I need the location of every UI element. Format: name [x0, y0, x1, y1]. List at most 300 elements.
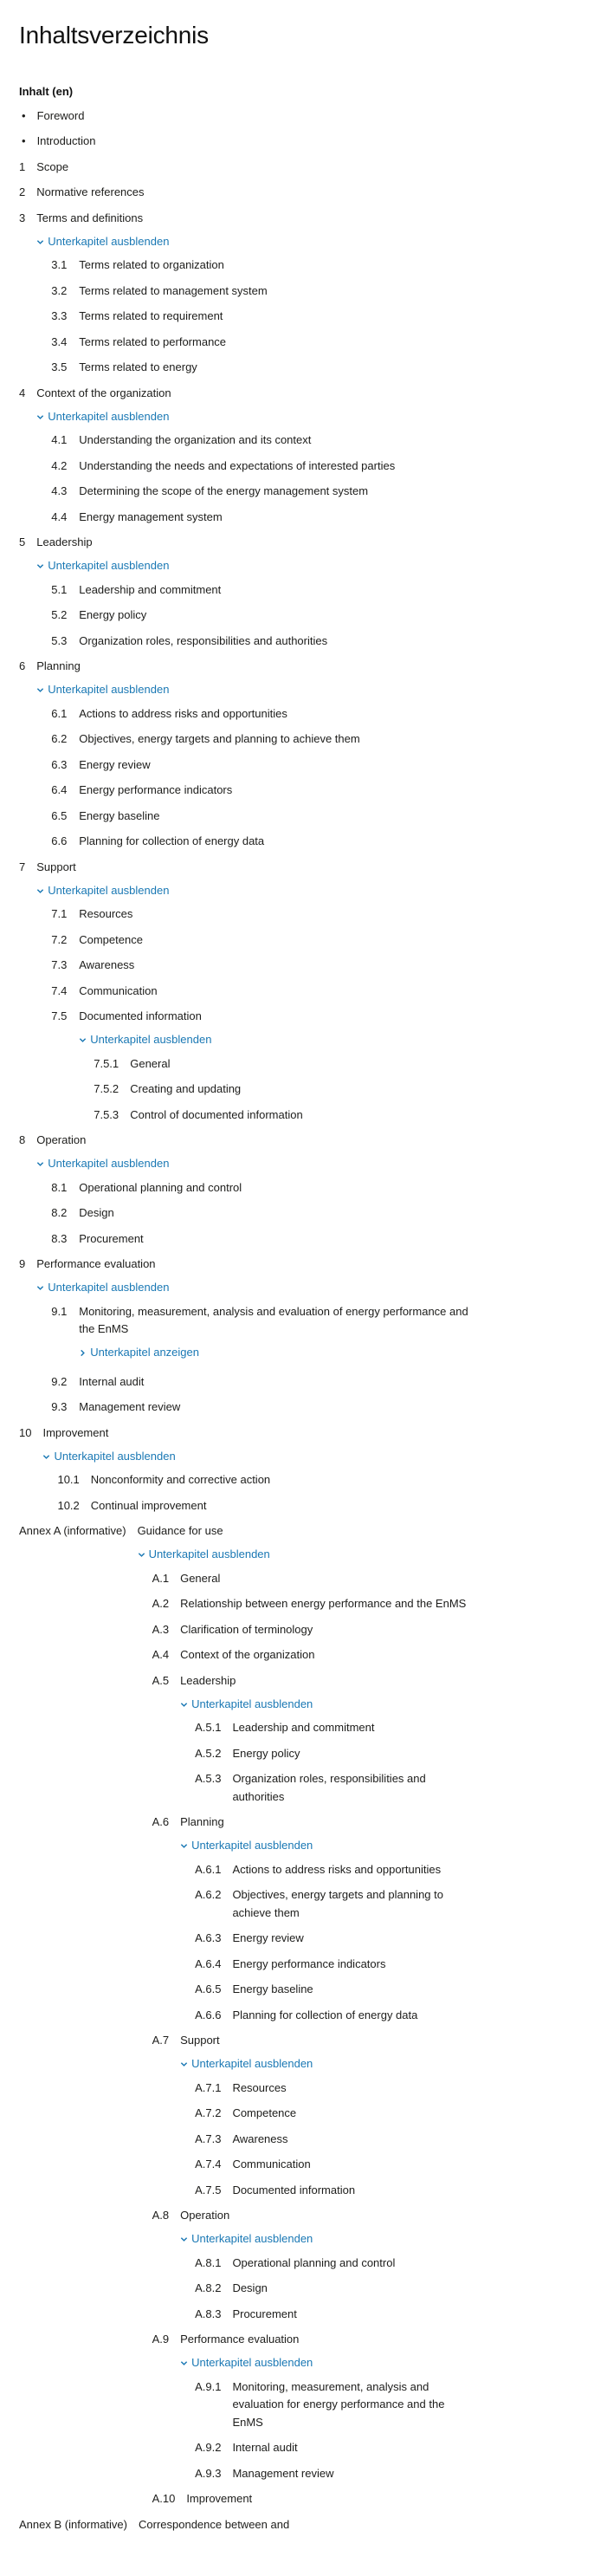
toc-entry-number: A.2 — [152, 1597, 170, 1610]
toggle-label: Unterkapitel ausblenden — [54, 1449, 176, 1463]
toc-heading: Inhalt (en) — [19, 85, 74, 98]
toc-entry-link[interactable] — [19, 2512, 478, 2538]
toc-entry-link[interactable] — [19, 205, 478, 231]
toc-entry-number: 4.2 — [51, 458, 68, 472]
toggle-label: Unterkapitel ausblenden — [191, 1697, 313, 1710]
toc-entry-title: Internal audit — [232, 2441, 298, 2454]
toc-item — [51, 1226, 478, 1252]
toc-item — [51, 927, 478, 953]
subchapter-list — [138, 1544, 478, 2512]
toggle-label: Unterkapitel ausblenden — [48, 1281, 170, 1294]
toggle-label: Unterkapitel ausblenden — [48, 409, 170, 423]
toc-entry-number: 5 — [19, 535, 26, 548]
toc-entry-link[interactable] — [51, 1004, 478, 1030]
toc-entry-link[interactable] — [19, 854, 478, 880]
toc-item — [195, 2126, 478, 2152]
show-subchapters-toggle[interactable] — [79, 1342, 478, 1364]
hide-subchapters-toggle[interactable] — [36, 555, 478, 577]
toc-entry-title: Objectives, energy targets and planning to achieve them — [79, 732, 360, 745]
toc-entry-title: Energy baseline — [232, 1982, 313, 1995]
toc-entry-number: 9.2 — [51, 1374, 68, 1388]
toc-item — [195, 2436, 478, 2462]
toc-item — [195, 2075, 478, 2101]
toc-entry-number: 1 — [19, 159, 26, 173]
toc-entry-link[interactable] — [94, 1051, 478, 1077]
toc-entry-title: Operation — [180, 2209, 230, 2222]
toc-entry-title: Terms and definitions — [36, 211, 144, 224]
toc-entry-title: General — [130, 1056, 171, 1070]
toc-item — [195, 2101, 478, 2127]
hide-subchapters-toggle[interactable] — [36, 231, 478, 253]
toc-entry-number: A.3 — [152, 1622, 170, 1636]
toc-entry-link[interactable] — [19, 1420, 478, 1446]
toc-entry-number: A.6.5 — [195, 1982, 222, 1995]
toc-entry-title: Internal audit — [79, 1374, 145, 1388]
toc-entry-link[interactable] — [19, 180, 478, 206]
toc-item — [51, 803, 478, 829]
toc-entry-number: 3 — [19, 211, 26, 224]
page-title: Inhaltsverzeichnis — [19, 22, 209, 49]
toc-item — [195, 1857, 478, 1883]
toc-entry-number: 9 — [19, 1257, 26, 1270]
toc-entry-link[interactable] — [51, 701, 478, 727]
toggle-label: Unterkapitel ausblenden — [90, 1033, 212, 1047]
toc-entry-link[interactable] — [51, 829, 478, 855]
toc-item — [195, 1977, 478, 2003]
toc-item — [195, 2177, 478, 2203]
subchapter-list — [180, 2352, 478, 2487]
toc-item — [51, 628, 478, 654]
toc-entry-link[interactable] — [51, 504, 478, 530]
toc-entry-link[interactable] — [152, 1810, 478, 1836]
toc-entry-number: 10.1 — [57, 1473, 80, 1486]
toc-item — [51, 304, 478, 330]
toc-entry-link[interactable] — [195, 1767, 478, 1810]
toc-entry-link[interactable] — [51, 453, 478, 479]
toc-entry-number: 7.5.2 — [94, 1082, 119, 1095]
toc-item — [51, 1299, 478, 1364]
toc-entry-number: A.9.2 — [195, 2441, 222, 2454]
toggle-label: Unterkapitel ausblenden — [191, 2356, 313, 2370]
toc-item — [195, 2250, 478, 2276]
toc-entry-title: Resources — [232, 2080, 287, 2094]
toc-entry-title: Communication — [232, 2157, 311, 2170]
toc-entry-title: Energy review — [232, 1931, 304, 1944]
toc-entry-link[interactable] — [152, 1643, 478, 1669]
chevron-down-icon — [180, 2060, 188, 2068]
toc-item — [51, 577, 478, 603]
toc-entry-link[interactable] — [195, 1883, 478, 1926]
toc-entry-title: Competence — [79, 932, 143, 946]
toc-entry-number: 2 — [19, 185, 26, 198]
toc-entry-link[interactable] — [195, 1716, 478, 1742]
subchapter-list — [36, 880, 478, 1128]
toc-entry-link[interactable] — [51, 1175, 478, 1201]
toc-entry-number: A.10 — [152, 2492, 176, 2505]
toc-entry-title: Correspondence between and — [139, 2517, 290, 2531]
chevron-down-icon — [138, 1551, 145, 1559]
subchapter-list — [180, 2054, 478, 2203]
hide-subchapters-toggle[interactable] — [42, 1446, 478, 1468]
toc-entry-link[interactable] — [57, 1468, 478, 1494]
toc-item — [57, 1468, 478, 1494]
subchapter-list — [79, 1342, 478, 1364]
subchapter-list — [36, 406, 478, 530]
toc-entry-title: Design — [79, 1206, 114, 1219]
toc-entry-number: 7.5.1 — [94, 1056, 119, 1070]
toc-entry-link[interactable] — [51, 278, 478, 304]
hide-subchapters-toggle[interactable] — [36, 406, 478, 428]
toc-entry-link[interactable] — [195, 2002, 478, 2028]
subchapter-list — [180, 2229, 478, 2327]
toc-item — [19, 129, 478, 155]
toc-entry-link[interactable] — [195, 2436, 478, 2462]
toc-entry-link[interactable] — [152, 1592, 478, 1618]
chevron-right-icon — [79, 1349, 87, 1357]
toc-entry-title: Terms related to organization — [79, 258, 224, 271]
toc-item — [51, 329, 478, 355]
subchapter-list — [79, 1029, 478, 1128]
toc-entry-link[interactable] — [19, 103, 478, 129]
toc-entry-number: 5.3 — [51, 633, 68, 647]
toc-entry-link[interactable] — [51, 577, 478, 603]
toc-entry-link[interactable] — [152, 1668, 478, 1694]
toc-item — [19, 2512, 478, 2538]
toc-entry-link[interactable] — [94, 1102, 478, 1128]
subchapter-list — [180, 1835, 478, 2028]
toc-entry-link[interactable] — [195, 1977, 478, 2003]
toc-entry-link[interactable] — [152, 2028, 478, 2054]
toc-entry-number: 6.4 — [51, 783, 68, 796]
toc-item — [152, 2327, 478, 2487]
toc-entry-link[interactable] — [51, 752, 478, 778]
hide-subchapters-toggle[interactable] — [180, 1835, 478, 1857]
toc-entry-link[interactable] — [51, 978, 478, 1004]
toc-entry-number: 3.2 — [51, 283, 68, 297]
toc-entry-number: 10 — [19, 1425, 32, 1439]
toc-entry-number: A.7.2 — [195, 2106, 222, 2119]
toc-entry-title: Performance evaluation — [180, 2333, 300, 2346]
toc-entry-link[interactable] — [152, 2327, 478, 2353]
toc-entry-number: A.7.4 — [195, 2157, 222, 2170]
subchapter-list — [180, 1694, 478, 1810]
toc-entry-title: Terms related to management system — [79, 283, 268, 297]
toc-entry-number: A.5.1 — [195, 1721, 222, 1734]
toc-entry-title: Nonconformity and corrective action — [90, 1473, 271, 1486]
toc-entry-link[interactable] — [94, 1077, 478, 1103]
hide-subchapters-toggle[interactable] — [180, 2229, 478, 2250]
toc-entry-link[interactable] — [19, 530, 478, 556]
toc-entry-number: 3.3 — [51, 309, 68, 322]
hide-subchapters-toggle[interactable] — [138, 1544, 478, 1566]
toggle-label: Unterkapitel ausblenden — [48, 559, 170, 573]
toc-entry-title: Objectives, energy targets and planning to achieve them — [232, 1888, 443, 1919]
toc-entry-title: Terms related to energy — [79, 360, 197, 373]
toc-item — [51, 603, 478, 629]
subchapter-list — [36, 231, 478, 381]
toc-item — [51, 355, 478, 381]
toc-item — [195, 2301, 478, 2327]
toc-entry-link[interactable] — [51, 1369, 478, 1395]
subchapter-list — [36, 555, 478, 654]
toggle-label: Unterkapitel ausblenden — [48, 883, 170, 897]
toc-entry-title: Determining the scope of the energy management system — [79, 484, 369, 497]
toc-item — [152, 1566, 478, 1592]
toc-entry-number: 7.2 — [51, 932, 68, 946]
toc-entry-title: Awareness — [232, 2132, 288, 2145]
toc-entry-title: Resources — [79, 907, 133, 920]
chevron-down-icon — [180, 2235, 188, 2243]
toc-item — [152, 1810, 478, 2028]
hide-subchapters-toggle[interactable] — [36, 679, 478, 701]
toc-item — [195, 1926, 478, 1952]
toc-entry-number: A.6 — [152, 1815, 170, 1828]
chevron-down-icon — [36, 562, 44, 570]
toc-entry-link[interactable] — [51, 1299, 478, 1342]
toc-entry-number: 3.5 — [51, 360, 68, 373]
table-of-contents — [19, 103, 478, 2538]
toc-item — [19, 654, 478, 855]
toc-entry-number: 5.2 — [51, 608, 68, 621]
toc-item — [19, 1519, 478, 2513]
toc-entry-title: Leadership — [180, 1673, 236, 1687]
toc-entry-number: A.6.1 — [195, 1862, 222, 1876]
subchapter-list — [42, 1446, 478, 1519]
toc-entry-link[interactable] — [195, 2461, 478, 2487]
toc-entry-title: Management review — [232, 2466, 334, 2480]
toc-entry-title: Documented information — [232, 2183, 356, 2196]
hide-subchapters-toggle[interactable] — [36, 1277, 478, 1299]
toc-entry-link[interactable] — [195, 2177, 478, 2203]
toc-entry-number: 10.2 — [57, 1498, 80, 1512]
toc-entry-number: Annex B (informative) — [19, 2517, 127, 2531]
toc-item — [152, 1643, 478, 1669]
toc-entry-number: 4.3 — [51, 484, 68, 497]
toc-entry-number: A.9 — [152, 2333, 170, 2346]
toc-entry-number: 7.1 — [51, 907, 68, 920]
chevron-down-icon — [36, 238, 44, 246]
toc-entry-title: Terms related to performance — [79, 334, 227, 348]
toc-entry-number: A.5 — [152, 1673, 170, 1687]
toc-entry-link[interactable] — [51, 603, 478, 629]
toc-entry-number: 6.6 — [51, 834, 68, 847]
toc-item — [51, 1201, 478, 1227]
toc-entry-link[interactable] — [195, 1926, 478, 1952]
toc-item — [152, 2203, 478, 2327]
toc-entry-link[interactable] — [152, 2203, 478, 2229]
toc-entry-link[interactable] — [51, 927, 478, 953]
toc-entry-number: A.5.3 — [195, 1772, 222, 1785]
toc-entry-link[interactable] — [195, 2374, 478, 2436]
toc-entry-link[interactable] — [51, 902, 478, 928]
toc-entry-title: Planning for collection of energy data — [79, 834, 265, 847]
toggle-label: Unterkapitel ausblenden — [48, 234, 170, 248]
toc-entry-link[interactable] — [51, 428, 478, 454]
toc-entry-title: Introduction — [36, 134, 96, 147]
toc-entry-title: Energy performance indicators — [79, 783, 233, 796]
toc-item — [195, 1716, 478, 1742]
chevron-down-icon — [42, 1453, 50, 1461]
toc-entry-title: Foreword — [36, 108, 85, 122]
toc-item — [195, 1951, 478, 1977]
chevron-down-icon — [36, 1284, 44, 1292]
toc-entry-title: Clarification of terminology — [180, 1622, 313, 1636]
toc-entry-link[interactable] — [195, 2276, 478, 2302]
toc-entry-number: 8.1 — [51, 1180, 68, 1194]
toc-entry-title: Understanding the needs and expectations of interested parties — [79, 458, 396, 472]
toc-entry-link[interactable] — [19, 380, 478, 406]
toc-entry-link[interactable] — [152, 2487, 478, 2513]
toc-entry-title: Organization roles, responsibilities and authorities — [79, 633, 328, 647]
toc-entry-link[interactable] — [19, 154, 478, 180]
toc-entry-link[interactable] — [152, 1566, 478, 1592]
toc-entry-link[interactable] — [51, 355, 478, 381]
hide-subchapters-toggle[interactable] — [36, 1153, 478, 1175]
toc-entry-title: Actions to address risks and opportunities — [232, 1862, 442, 1876]
toc-entry-number: A.8.1 — [195, 2255, 222, 2269]
hide-subchapters-toggle[interactable] — [36, 880, 478, 902]
toc-entry-title: Control of documented information — [130, 1107, 303, 1121]
toc-entry-link[interactable] — [19, 1519, 478, 1545]
toc-entry-link[interactable] — [195, 2301, 478, 2327]
toc-entry-link[interactable] — [51, 803, 478, 829]
chevron-down-icon — [180, 2359, 188, 2367]
toc-entry-number: 9.1 — [51, 1304, 68, 1318]
toc-entry-link[interactable] — [195, 1857, 478, 1883]
toc-entry-title: General — [180, 1571, 221, 1585]
toc-entry-title: Leadership — [36, 535, 93, 548]
toc-item — [195, 2152, 478, 2178]
toc-entry-link[interactable] — [19, 1252, 478, 1278]
toc-entry-link[interactable] — [195, 2126, 478, 2152]
toc-entry-title: Operational planning and control — [79, 1180, 242, 1194]
toc-entry-title: Planning — [180, 1815, 224, 1828]
toc-item — [19, 854, 478, 1128]
toc-entry-number: 4.4 — [51, 509, 68, 523]
toc-entry-number: 8 — [19, 1133, 26, 1146]
toc-entry-link[interactable] — [19, 1128, 478, 1154]
chevron-down-icon — [180, 1701, 188, 1709]
toc-entry-number: A.6.6 — [195, 2008, 222, 2021]
toc-entry-number: 7.3 — [51, 958, 68, 971]
toc-item — [152, 2028, 478, 2203]
toc-entry-link[interactable] — [51, 1226, 478, 1252]
toc-entry-link[interactable] — [195, 2101, 478, 2127]
hide-subchapters-toggle[interactable] — [180, 2352, 478, 2374]
toc-entry-title: Support — [180, 2034, 220, 2047]
subchapter-list — [36, 1153, 478, 1252]
toc-entry-link[interactable] — [51, 253, 478, 279]
toc-entry-link[interactable] — [152, 1617, 478, 1643]
toc-item — [51, 778, 478, 804]
toc-entry-link[interactable] — [51, 953, 478, 979]
toc-item — [152, 2487, 478, 2513]
toc-entry-title: Monitoring, measurement, analysis and evaluation of energy performance and the EnMS — [79, 1304, 468, 1335]
toc-item — [195, 2374, 478, 2436]
toc-item — [19, 380, 478, 530]
toc-entry-title: Planning for collection of energy data — [232, 2008, 418, 2021]
toc-item — [19, 1128, 478, 1252]
toc-entry-link[interactable] — [195, 2075, 478, 2101]
toc-entry-number: 6.2 — [51, 732, 68, 745]
chevron-down-icon — [79, 1036, 87, 1044]
hide-subchapters-toggle[interactable] — [79, 1029, 478, 1051]
toc-entry-number: A.8 — [152, 2209, 170, 2222]
toc-item — [195, 1767, 478, 1810]
toc-entry-link[interactable] — [51, 628, 478, 654]
bullet-icon — [19, 133, 37, 151]
toc-entry-title: Planning — [36, 659, 81, 672]
toc-entry-link[interactable] — [19, 129, 478, 155]
toc-entry-link[interactable] — [51, 778, 478, 804]
toc-entry-link[interactable] — [51, 1201, 478, 1227]
toggle-label: Unterkapitel ausblenden — [148, 1548, 270, 1561]
toc-entry-link[interactable] — [51, 329, 478, 355]
toc-item — [94, 1077, 478, 1103]
toc-entry-title: Context of the organization — [180, 1648, 315, 1661]
toc-entry-title: Management review — [79, 1400, 181, 1413]
toc-entry-link[interactable] — [51, 479, 478, 505]
toc-item — [94, 1102, 478, 1128]
toc-entry-number: A.7 — [152, 2034, 170, 2047]
toc-item — [152, 1617, 478, 1643]
toc-entry-number: A.6.2 — [195, 1888, 222, 1901]
toc-item — [51, 727, 478, 753]
toc-entry-link[interactable] — [195, 2152, 478, 2178]
toc-entry-title: Leadership and commitment — [232, 1721, 375, 1734]
toc-entry-title: Documented information — [79, 1009, 202, 1022]
toc-item — [51, 428, 478, 454]
chevron-down-icon — [36, 887, 44, 895]
toc-entry-number: Annex A (informative) — [19, 1524, 126, 1537]
toc-entry-number: 7.5 — [51, 1009, 68, 1022]
chevron-down-icon — [36, 686, 44, 694]
toc-item — [51, 752, 478, 778]
toc-entry-link[interactable] — [51, 727, 478, 753]
toc-entry-number: A.6.4 — [195, 1956, 222, 1970]
toc-entry-link[interactable] — [51, 304, 478, 330]
toc-entry-link[interactable] — [51, 1395, 478, 1421]
toc-entry-title: Performance evaluation — [36, 1257, 156, 1270]
toc-entry-title: Terms related to requirement — [79, 309, 223, 322]
toc-item — [19, 154, 478, 180]
toc-entry-number: A.5.2 — [195, 1746, 222, 1760]
toc-item — [19, 530, 478, 654]
toc-entry-title: Relationship between energy performance and the EnMS — [180, 1597, 467, 1610]
toc-entry-title: Context of the organization — [36, 386, 171, 399]
toc-entry-link[interactable] — [195, 1951, 478, 1977]
toc-entry-title: Normative references — [36, 185, 145, 198]
toc-entry-title: Energy baseline — [79, 808, 160, 822]
hide-subchapters-toggle[interactable] — [180, 2054, 478, 2075]
toc-entry-link[interactable] — [19, 654, 478, 680]
toc-entry-number: 4.1 — [51, 433, 68, 446]
toc-entry-link[interactable] — [57, 1493, 478, 1519]
toc-item — [51, 902, 478, 928]
toc-entry-link[interactable] — [195, 1741, 478, 1767]
toc-item — [19, 205, 478, 380]
toc-entry-number: 3.4 — [51, 334, 68, 348]
toc-entry-link[interactable] — [195, 2250, 478, 2276]
toc-entry-number: 6.1 — [51, 706, 68, 720]
toc-entry-title: Energy policy — [79, 608, 147, 621]
toc-item — [152, 1592, 478, 1618]
toc-entry-title: Procurement — [79, 1231, 144, 1245]
hide-subchapters-toggle[interactable] — [180, 1694, 478, 1716]
toc-item — [94, 1051, 478, 1077]
toc-item — [19, 180, 478, 206]
toc-entry-title: Energy performance indicators — [232, 1956, 386, 1970]
